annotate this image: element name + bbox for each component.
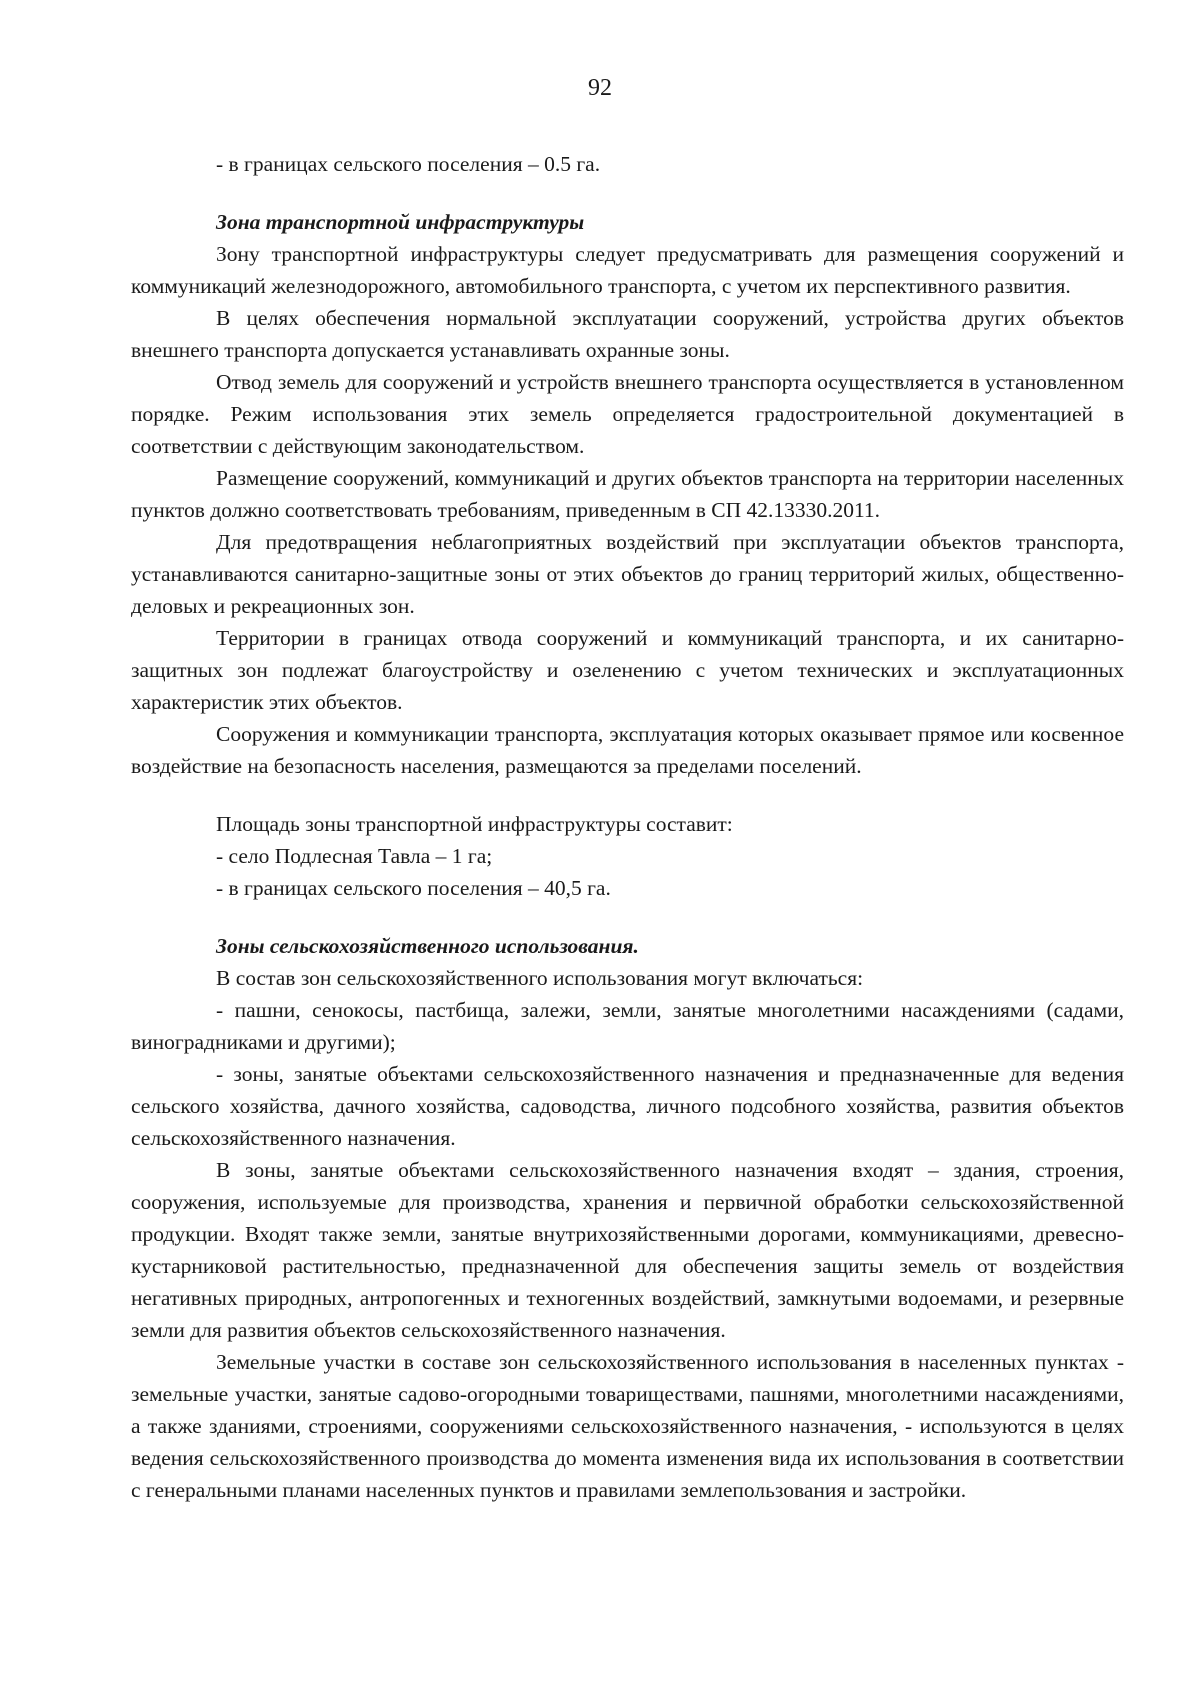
area-line: - в границах сельского поселения – 40,5 га. <box>216 876 611 900</box>
area-summary <box>131 808 1124 904</box>
section-transport <box>131 206 1124 904</box>
page-number: 92 <box>588 75 612 101</box>
section-heading-agriculture: Зоны сельскохозяйственного использования. <box>216 934 639 958</box>
section-heading-transport: Зона транспортной инфраструктуры <box>216 210 585 234</box>
paragraph: Для предотвращения неблагоприятных воздействий при эксплуатации объектов транспорта, устанавливаются санитарно-защитные зоны от этих объектов до границ территорий жилых, общественно-деловых и рекреационных зон. <box>131 530 1124 618</box>
paragraph: Земельные участки в составе зон сельскохозяйственного использования в населенных пунктах - земельные участки, занятые садово-огородными товариществами, пашнями, многолетними насаждениями, а также зданиями, строениями, сооружениями сельскохозяйственного назначения, - используются в целях ведения сельскохозяйственного производства до момента изменения вида их использования в соответствии с генеральными планами населенных пунктов и правилами землепользования и застройки. <box>131 1350 1124 1502</box>
document-body <box>131 148 1124 1506</box>
area-line: - село Подлесная Тавла – 1 га; <box>216 844 493 868</box>
paragraph: Территории в границах отвода сооружений и коммуникаций транспорта, и их санитарно-защитных зон подлежат благоустройству и озеленению с учетом технических и эксплуатационных характеристик этих объектов. <box>131 626 1124 714</box>
intro-line: - в границах сельского поселения – 0.5 га. <box>216 152 601 176</box>
paragraph: - зоны, занятые объектами сельскохозяйственного назначения и предназначенные для ведения сельского хозяйства, дачного хозяйства, садоводства, личного подсобного хозяйства, развития объектов сельскохозяйственного назначения. <box>131 1062 1124 1150</box>
paragraph: Отвод земель для сооружений и устройств внешнего транспорта осуществляется в установленном порядке. Режим использования этих земель определяется градостроительной документацией в соответствии с действующим законодательством. <box>131 370 1124 458</box>
paragraph: В зоны, занятые объектами сельскохозяйственного назначения входят – здания, строения, сооружения, используемые для производства, хранения и первичной обработки сельскохозяйственной продукции. Входят также земли, занятые внутрихозяйственными дорогами, коммуникациями, древесно-кустарниковой растительностью, предназначенной для обеспечения защиты земель от воздействия негативных природных, антропогенных и техногенных воздействий, замкнутыми водоемами, и резервные земли для развития объектов сельскохозяйственного назначения. <box>131 1158 1124 1342</box>
section-agriculture <box>131 930 1124 1506</box>
paragraph: Зону транспортной инфраструктуры следует предусматривать для размещения сооружений и коммуникаций железнодорожного, автомобильного транспорта, с учетом их перспективного развития. <box>131 242 1124 298</box>
area-line: Площадь зоны транспортной инфраструктуры составит: <box>216 812 733 836</box>
paragraph: Размещение сооружений, коммуникаций и других объектов транспорта на территории населенных пунктов должно соответствовать требованиям, приведенным в СП 42.13330.2011. <box>131 466 1124 522</box>
paragraph: В состав зон сельскохозяйственного использования могут включаться: <box>216 966 864 990</box>
paragraph: В целях обеспечения нормальной эксплуатации сооружений, устройства других объектов внешнего транспорта допускается устанавливать охранные зоны. <box>131 306 1124 362</box>
paragraph: - пашни, сенокосы, пастбища, залежи, земли, занятые многолетними насаждениями (садами, виноградниками и другими); <box>131 998 1124 1054</box>
paragraph: Сооружения и коммуникации транспорта, эксплуатация которых оказывает прямое или косвенное воздействие на безопасность населения, размещаются за пределами поселений. <box>131 722 1124 778</box>
